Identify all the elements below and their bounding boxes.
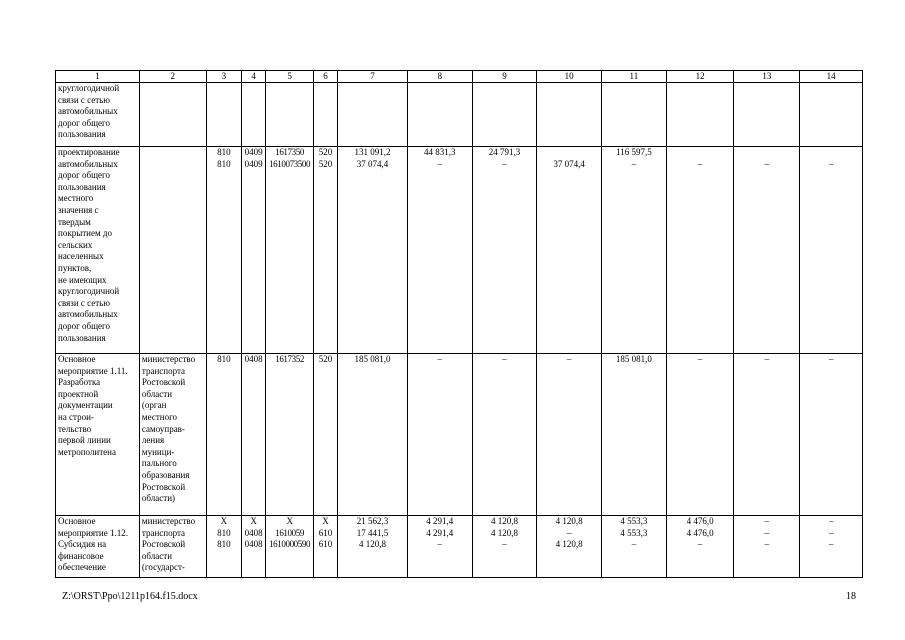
year-2018-cell: [666, 83, 734, 147]
column-number: 9: [472, 71, 537, 83]
year-2017-cell: [602, 83, 667, 147]
column-number: 2: [139, 71, 206, 83]
year-2016-cell: [537, 83, 602, 147]
year-2016-cell: –: [537, 354, 602, 516]
total-cell: 131 091,2 37 074,4: [338, 147, 408, 354]
year-2019-cell: –: [734, 147, 800, 354]
year-2015-cell: 4 120,8 4 120,8 –: [472, 516, 537, 578]
column-number: 3: [206, 71, 241, 83]
column-number: 1: [56, 71, 140, 83]
vr-cell: 520: [313, 354, 337, 516]
year-2016-cell: 37 074,4: [537, 147, 602, 354]
gryadsp-cell: 810 810: [206, 147, 241, 354]
year-2014-cell: 44 831,3 –: [407, 147, 472, 354]
budget-table: [55, 70, 863, 578]
year-2020-cell: – – –: [800, 516, 863, 578]
year-2017-cell: 4 553,3 4 553,3 –: [602, 516, 667, 578]
table-row: [56, 83, 863, 147]
column-number: 10: [537, 71, 602, 83]
table-row: [56, 147, 863, 354]
total-cell: 21 562,3 17 441,5 4 120,8: [338, 516, 408, 578]
csr-cell: [266, 83, 314, 147]
executor-cell: [139, 83, 206, 147]
name-cell: проектирование автомобильных дорог общего пользования местного значения с твердым покрытием до сельских населенных пунктов, не имеющих круглогодичной связи с сетью автомобильных дорог общего пользования: [56, 147, 140, 354]
name-cell: Основное мероприятие 1.12. Субсидия на финансовое обеспечение: [56, 516, 140, 578]
csr-cell: 1617352: [266, 354, 314, 516]
year-2014-cell: [407, 83, 472, 147]
column-number: 5: [266, 71, 314, 83]
table-row: [56, 354, 863, 516]
column-number: 14: [800, 71, 863, 83]
year-2019-cell: –: [734, 354, 800, 516]
year-2015-cell: 24 791,3 –: [472, 147, 537, 354]
table-row: [56, 516, 863, 578]
rzpr-cell: Х 0408 0408: [242, 516, 266, 578]
column-number: 8: [407, 71, 472, 83]
year-2014-cell: 4 291,4 4 291,4 –: [407, 516, 472, 578]
year-2019-cell: [734, 83, 800, 147]
file-path: Z:\ORST\Ppo\1211p164.f15.docx: [62, 591, 198, 602]
year-2020-cell: –: [800, 147, 863, 354]
gryadsp-cell: Х 810 810: [206, 516, 241, 578]
total-cell: [338, 83, 408, 147]
executor-cell: [139, 147, 206, 354]
rzpr-cell: 0409 0409: [242, 147, 266, 354]
column-number: 13: [734, 71, 800, 83]
year-2020-cell: [800, 83, 863, 147]
vr-cell: 520 520: [313, 147, 337, 354]
column-number: 11: [602, 71, 667, 83]
name-cell: круглогодичной связи с сетью автомобильных дорог общего пользования: [56, 83, 140, 147]
column-number-row: [56, 71, 863, 83]
rzpr-cell: 0408: [242, 354, 266, 516]
year-2015-cell: –: [472, 354, 537, 516]
year-2020-cell: –: [800, 354, 863, 516]
year-2018-cell: –: [666, 354, 734, 516]
total-cell: 185 081,0: [338, 354, 408, 516]
gryadsp-cell: [206, 83, 241, 147]
year-2016-cell: 4 120,8 – 4 120,8: [537, 516, 602, 578]
vr-cell: [313, 83, 337, 147]
year-2017-cell: 116 597,5 –: [602, 147, 667, 354]
year-2017-cell: 185 081,0: [602, 354, 667, 516]
year-2014-cell: –: [407, 354, 472, 516]
csr-cell: Х 1610059 1610000590: [266, 516, 314, 578]
name-cell: Основное мероприятие 1.11. Разработка проектной документации на строи- тельство первой линии метрополитена: [56, 354, 140, 516]
gryadsp-cell: 810: [206, 354, 241, 516]
executor-cell: министерство транспорта Ростовской области (государст-: [139, 516, 206, 578]
vr-cell: Х 610 610: [313, 516, 337, 578]
executor-cell: министерство транспорта Ростовской области (орган местного самоуправ- ления муници- пального образования Ростовской области): [139, 354, 206, 516]
column-number: 12: [666, 71, 734, 83]
column-number: 4: [242, 71, 266, 83]
column-number: 7: [338, 71, 408, 83]
year-2015-cell: [472, 83, 537, 147]
csr-cell: 1617350 1610073500: [266, 147, 314, 354]
page-number: 18: [846, 591, 856, 602]
year-2018-cell: 4 476,0 4 476,0 –: [666, 516, 734, 578]
column-number: 6: [313, 71, 337, 83]
year-2019-cell: – – –: [734, 516, 800, 578]
year-2018-cell: –: [666, 147, 734, 354]
rzpr-cell: [242, 83, 266, 147]
